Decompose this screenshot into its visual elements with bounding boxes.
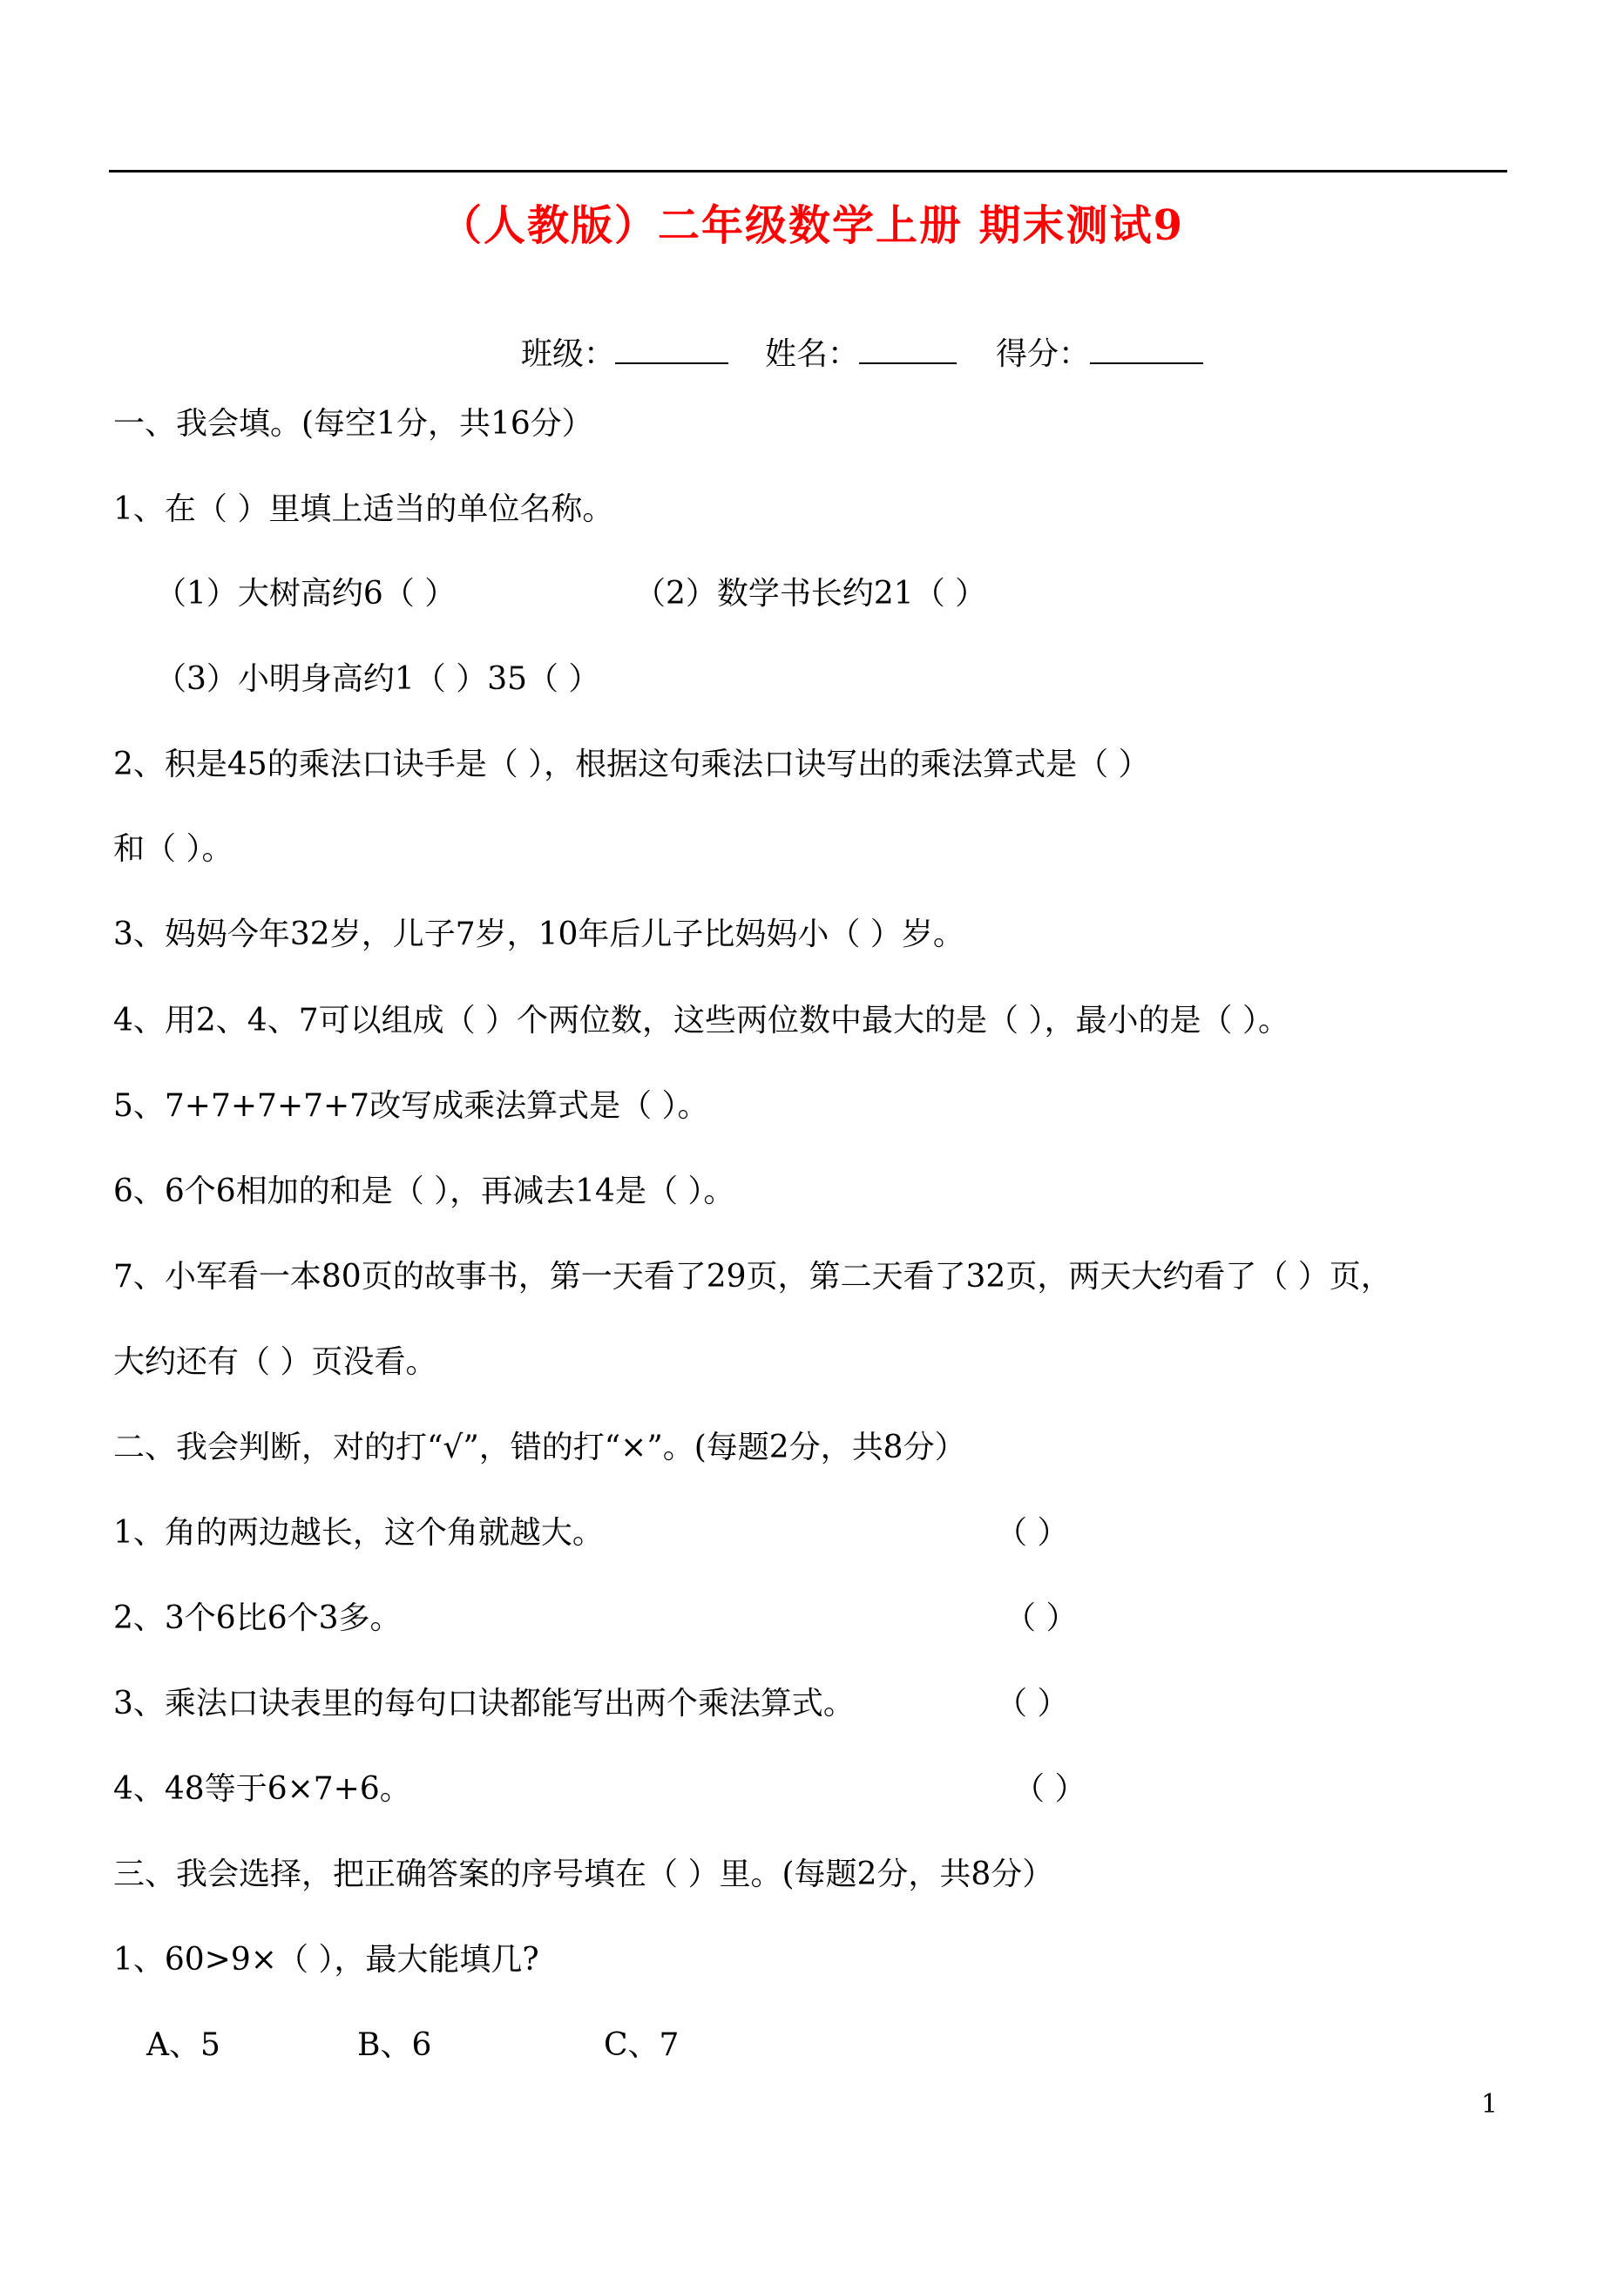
judge-item-2: 2、3个6比6个3多。 bbox=[113, 1600, 402, 1636]
question-1-6: 6、6个6相加的和是（ ），再减去14是（ ）。 bbox=[113, 1174, 735, 1209]
class-field bbox=[521, 335, 728, 374]
question-1-4: 4、用2、4、7可以组成（ ）个两位数，这些两位数中最大的是（ ），最小的是（ ）。 bbox=[113, 1003, 1289, 1038]
name-label: 姓名： bbox=[765, 336, 860, 372]
option-b[interactable]: B、6 bbox=[357, 2027, 432, 2063]
score-blank[interactable] bbox=[1090, 335, 1203, 364]
top-rule bbox=[109, 170, 1507, 172]
section2-heading: 二、我会判断，对的打“√”，错的打“×”。(每题2分，共8分） bbox=[113, 1430, 966, 1465]
question-1-2-line1: 2、积是45的乘法口诀手是（ ），根据这句乘法口诀写出的乘法算式是（ ） bbox=[113, 747, 1150, 782]
option-c[interactable]: C、7 bbox=[604, 2027, 680, 2063]
question-1-7-line1: 7、小军看一本80页的故事书，第一天看了29页，第二天看了32页，两天大约看了（ ）页， bbox=[113, 1259, 1392, 1295]
section1-heading: 一、我会填。(每空1分，共16分） bbox=[113, 406, 593, 442]
judge-item-1: 1、角的两边越长，这个角就越大。 bbox=[113, 1515, 604, 1551]
page-title: （人教版）二年级数学上册 期末测试9 bbox=[439, 201, 1185, 250]
option-a[interactable]: A、5 bbox=[146, 2027, 220, 2063]
question-1-7-line2: 大约还有（ ）页没看。 bbox=[113, 1344, 437, 1380]
class-blank[interactable] bbox=[615, 335, 728, 364]
name-blank[interactable] bbox=[859, 335, 957, 364]
question-1-1: 1、在（ ）里填上适当的单位名称。 bbox=[113, 491, 614, 527]
question-1-3: 3、妈妈今年32岁，儿子7岁，10年后儿子比妈妈小（ ）岁。 bbox=[113, 917, 964, 952]
judge-item-4: 4、48等于6×7+6。 bbox=[113, 1771, 411, 1807]
choice-question-1: 1、60>9×（ ），最大能填几? bbox=[113, 1942, 539, 1978]
name-field bbox=[765, 335, 957, 374]
score-field bbox=[996, 335, 1203, 374]
judge-item-3: 3、乘法口诀表里的每句口诀都能写出两个乘法算式。 bbox=[113, 1686, 855, 1721]
question-1-1-c: （3）小明身高约1（ ）35（ ） bbox=[155, 661, 600, 697]
question-1-1-b: （2）数学书长约21（ ） bbox=[634, 576, 987, 612]
judge-answer-2[interactable]: （ ） bbox=[1005, 1600, 1078, 1636]
judge-answer-1[interactable]: （ ） bbox=[996, 1515, 1069, 1551]
section3-heading: 三、我会选择，把正确答案的序号填在（ ）里。(每题2分，共8分） bbox=[113, 1857, 1054, 1892]
judge-answer-3[interactable]: （ ） bbox=[996, 1686, 1069, 1721]
class-label: 班级： bbox=[521, 336, 616, 372]
page-number: 1 bbox=[1481, 2089, 1499, 2120]
question-1-1-a: （1）大树高约6（ ） bbox=[155, 576, 457, 612]
judge-answer-4[interactable]: （ ） bbox=[1013, 1771, 1086, 1807]
question-1-5: 5、7+7+7+7+7改写成乘法算式是（ ）。 bbox=[113, 1088, 709, 1124]
score-label: 得分： bbox=[996, 336, 1091, 372]
question-1-2-line2: 和（ ）。 bbox=[113, 831, 233, 867]
